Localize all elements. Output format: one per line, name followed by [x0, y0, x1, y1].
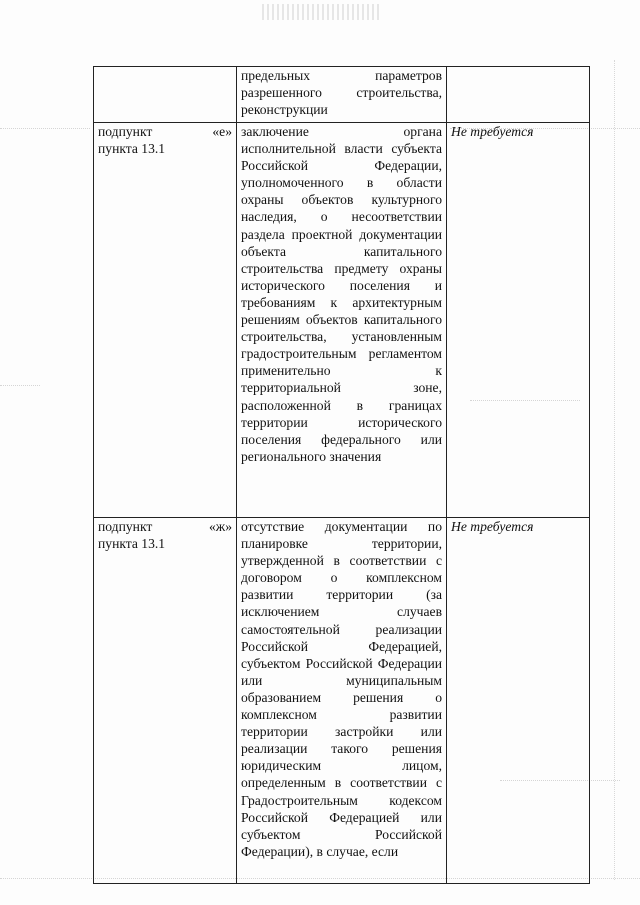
table-cell-description: предельных параметров разрешенного строительства, реконструкции — [237, 67, 447, 123]
scan-stamp-artifact — [262, 4, 382, 20]
clause-label-line1: подпункт «ж» — [98, 519, 232, 534]
table-row — [94, 67, 590, 123]
table-cell-requirement — [447, 67, 590, 123]
table-cell-requirement: Не требуется — [447, 518, 590, 884]
requirements-table — [93, 66, 590, 884]
table-cell-description: заключение органа исполнительной власти субъекта Российской Федерации, уполномоченного в области охраны объектов культурного наследия, о несоответствии раздела проектной документации объекта капитального строительства предмету охраны исторического поселения и требованиям к архитектурным решениям объектов капитального строительства, установленным градостроительным регламентом применительно к территориальной зоне, расположенной в границах территории исторического поселения федерального или регионального значения — [237, 123, 447, 518]
table-cell-clause — [94, 518, 237, 884]
table-row — [94, 518, 590, 884]
table-cell-description: отсутствие документации по планировке территории, утвержденной в соответствии с договором о комплексном развитии территории (за исключением случаев самостоятельной реализации Российской Федерацией, субъектом Российской Федерации или муниципальным образованием решения о комплексном развитии территории застройки или реализации такого решения юридическим лицом, определенным в соответствии с Градостроительным кодексом Российской Федерацией или субъектом Российской Федерации), в случае, если — [237, 518, 447, 884]
table-cell-clause — [94, 123, 237, 518]
clause-label-line2: пункта 13.1 — [98, 141, 166, 157]
scan-artifact-vline — [614, 60, 615, 880]
clause-label-line2: пункта 13.1 — [98, 536, 166, 552]
scan-artifact-line — [0, 128, 90, 129]
table-row — [94, 123, 590, 518]
clause-label-line1: подпункт «е» — [98, 124, 232, 139]
table-cell-requirement: Не требуется — [447, 123, 590, 518]
scan-artifact-line — [0, 385, 40, 386]
table-cell-clause — [94, 67, 237, 123]
